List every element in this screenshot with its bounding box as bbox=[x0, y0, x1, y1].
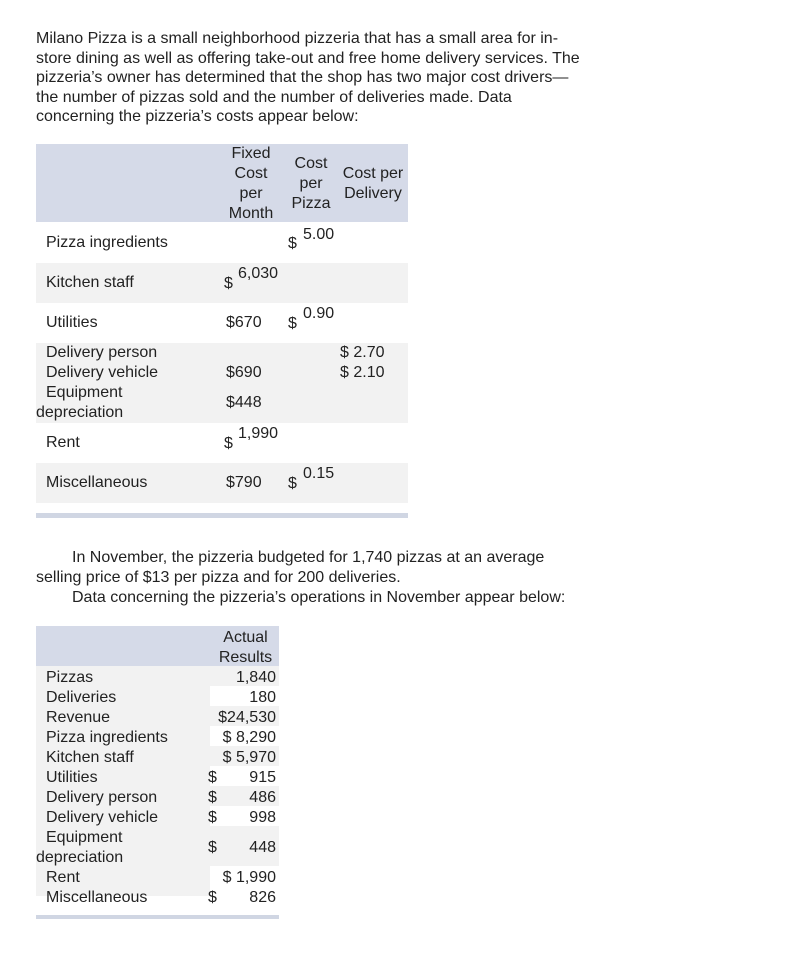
actual-value: 486 bbox=[249, 789, 276, 806]
fixed-cost-value: $448 bbox=[226, 394, 262, 411]
dollar-sign: $ bbox=[208, 889, 217, 906]
row-label: Rent bbox=[46, 434, 80, 451]
dollar-sign: $ bbox=[208, 789, 217, 806]
fixed-cost-value: 1,990 bbox=[238, 425, 279, 442]
row-label: Delivery vehicle bbox=[46, 364, 159, 381]
dollar-sign: $ bbox=[288, 235, 297, 252]
row-label: Utilities bbox=[46, 314, 98, 331]
cost-per-pizza-value: 5.00 bbox=[303, 226, 335, 243]
dollar-sign: $ bbox=[208, 769, 217, 786]
row-label: Equipment bbox=[46, 829, 123, 846]
cost-per-pizza-value: 0.15 bbox=[303, 465, 335, 482]
dollar-sign: $ bbox=[224, 435, 233, 452]
row-label: Kitchen staff bbox=[46, 749, 134, 766]
actual-value: $ 5,970 bbox=[222, 749, 276, 766]
table-bottom-rule bbox=[36, 915, 279, 919]
intro-paragraph bbox=[36, 29, 658, 127]
fixed-cost-value: $670 bbox=[226, 314, 262, 331]
actual-value: 1,840 bbox=[235, 669, 276, 686]
row-label: depreciation bbox=[36, 404, 124, 421]
row-label: Pizza ingredients bbox=[46, 234, 168, 251]
dollar-sign: $ bbox=[224, 275, 233, 292]
cost-per-delivery-value: $ 2.70 bbox=[340, 344, 385, 361]
header-fixed-cost: Fixed Cost per Month bbox=[228, 145, 274, 222]
row-label: Miscellaneous bbox=[46, 889, 148, 906]
row-label: Delivery person bbox=[46, 344, 158, 361]
intro-line: concerning the pizzeria’s costs appear below: bbox=[36, 108, 359, 125]
row-label: Delivery vehicle bbox=[46, 809, 159, 826]
november-line: In November, the pizzeria budgeted for 1,740 pizzas at an average bbox=[72, 549, 545, 566]
actual-value: 915 bbox=[249, 769, 276, 786]
fixed-cost-value: $790 bbox=[226, 474, 262, 491]
actual-value: 180 bbox=[249, 689, 276, 706]
fixed-cost-value: $690 bbox=[226, 364, 262, 381]
intro-line: the number of pizzas sold and the number of deliveries made. Data bbox=[36, 88, 512, 106]
row-label: Deliveries bbox=[46, 689, 117, 706]
row-label: Equipment bbox=[46, 384, 123, 401]
row-label: depreciation bbox=[36, 849, 124, 866]
actual-value: 998 bbox=[249, 809, 276, 826]
row-label: Miscellaneous bbox=[46, 474, 148, 491]
dollar-sign: $ bbox=[288, 475, 297, 492]
row-label: Revenue bbox=[46, 709, 111, 726]
cost-per-pizza-value: 0.90 bbox=[303, 305, 335, 322]
november-paragraph bbox=[36, 548, 565, 608]
actual-value: 826 bbox=[249, 889, 276, 906]
intro-line: Milano Pizza is a small neighborhood pizzeria that has a small area for in- bbox=[36, 30, 559, 47]
dollar-sign: $ bbox=[208, 809, 217, 826]
actual-value: $24,530 bbox=[218, 709, 276, 726]
header-cost-per-delivery: Cost per Delivery bbox=[342, 165, 404, 202]
row-label: Rent bbox=[46, 869, 80, 886]
actual-value: $ 1,990 bbox=[222, 869, 276, 886]
actual-results-table bbox=[36, 626, 279, 920]
dollar-sign: $ bbox=[208, 839, 217, 856]
actual-value: $ 8,290 bbox=[222, 729, 276, 746]
row-label: Pizza ingredients bbox=[46, 729, 168, 746]
row-label: Kitchen staff bbox=[46, 274, 134, 291]
row-label: Utilities bbox=[46, 769, 98, 786]
dollar-sign: $ bbox=[288, 315, 297, 332]
fixed-cost-value: 6,030 bbox=[238, 265, 279, 282]
intro-line: pizzeria’s owner has determined that the shop has two major cost drivers— bbox=[36, 69, 569, 86]
table-bottom-rule bbox=[36, 513, 408, 518]
cost-per-delivery-value: $ 2.10 bbox=[340, 364, 385, 381]
header-actual-results: Actual Results bbox=[218, 629, 273, 666]
row-label: Delivery person bbox=[46, 789, 158, 806]
intro-line: store dining as well as offering take-out and free home delivery services. The bbox=[36, 49, 580, 67]
actual-value: 448 bbox=[249, 839, 276, 856]
header-cost-per-pizza: Cost per Pizza bbox=[291, 155, 331, 212]
row-label: Pizzas bbox=[46, 669, 94, 686]
november-line: Data concerning the pizzeria’s operations in November appear below: bbox=[72, 589, 566, 606]
november-line: selling price of $13 per pizza and for 200 deliveries. bbox=[36, 569, 401, 586]
cost-table bbox=[36, 144, 408, 524]
